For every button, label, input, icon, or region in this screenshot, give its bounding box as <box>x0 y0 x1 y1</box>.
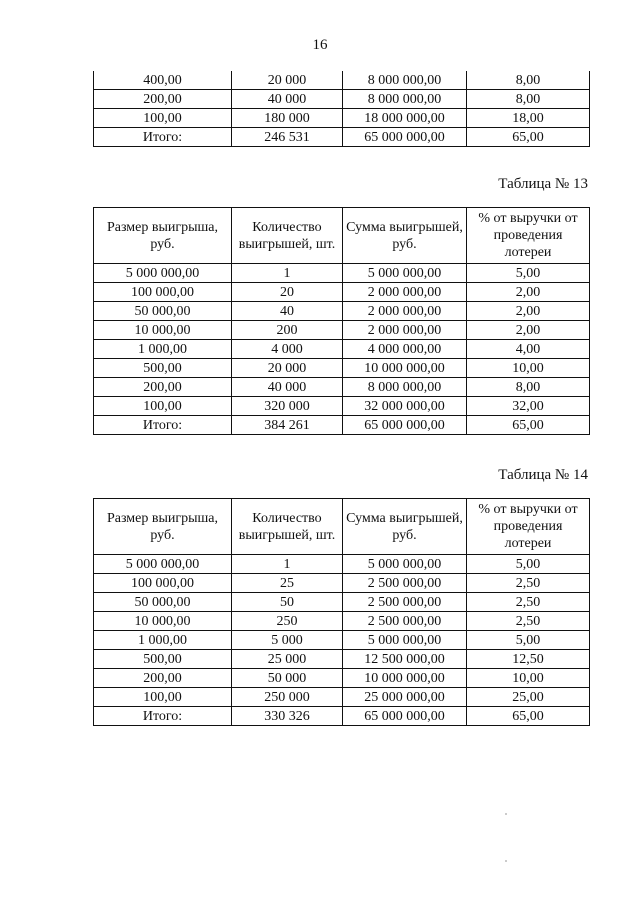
cell-prize-count: 25 <box>232 574 343 593</box>
cell-revenue-percent: 10,00 <box>467 359 590 378</box>
cell-prize-sum: 18 000 000,00 <box>343 109 467 128</box>
cell-revenue-percent: 8,00 <box>467 378 590 397</box>
cell-prize-sum: 5 000 000,00 <box>343 631 467 650</box>
continued-prize-table <box>93 71 590 147</box>
table-row <box>94 593 590 612</box>
header-prize-count: Количество выигрышей, шт. <box>232 208 343 264</box>
cell-prize-count: 200 <box>232 321 343 340</box>
cell-revenue-percent: 4,00 <box>467 340 590 359</box>
table-row <box>94 688 590 707</box>
cell-prize-size: 100,00 <box>94 688 232 707</box>
cell-prize-sum: 65 000 000,00 <box>343 707 467 726</box>
cell-prize-sum: 2 500 000,00 <box>343 612 467 631</box>
cell-prize-count: 246 531 <box>232 128 343 147</box>
header-revenue-percent: % от выручки от проведения лотереи <box>467 499 590 555</box>
cell-prize-sum: 12 500 000,00 <box>343 650 467 669</box>
table-row <box>94 359 590 378</box>
cell-prize-size: 500,00 <box>94 359 232 378</box>
cell-prize-size: Итого: <box>94 128 232 147</box>
table-row <box>94 574 590 593</box>
cell-prize-count: 40 000 <box>232 90 343 109</box>
table-row <box>94 650 590 669</box>
cell-prize-size: 10 000,00 <box>94 612 232 631</box>
cell-prize-size: Итого: <box>94 416 232 435</box>
cell-revenue-percent: 2,00 <box>467 321 590 340</box>
table-row <box>94 264 590 283</box>
table-row <box>94 631 590 650</box>
cell-prize-count: 20 000 <box>232 359 343 378</box>
cell-revenue-percent: 2,50 <box>467 612 590 631</box>
header-prize-size: Размер выигрыша, руб. <box>94 499 232 555</box>
cell-prize-sum: 8 000 000,00 <box>343 90 467 109</box>
cell-prize-size: 200,00 <box>94 378 232 397</box>
cell-revenue-percent: 5,00 <box>467 264 590 283</box>
cell-prize-size: 10 000,00 <box>94 321 232 340</box>
cell-revenue-percent: 5,00 <box>467 631 590 650</box>
cell-prize-sum: 5 000 000,00 <box>343 264 467 283</box>
cell-prize-sum: 25 000 000,00 <box>343 688 467 707</box>
table-row <box>94 302 590 321</box>
header-prize-sum: Сумма выигрышей, руб. <box>343 499 467 555</box>
cell-prize-size: 500,00 <box>94 650 232 669</box>
cell-prize-count: 50 000 <box>232 669 343 688</box>
cell-prize-size: 100 000,00 <box>94 283 232 302</box>
cell-prize-size: 1 000,00 <box>94 631 232 650</box>
header-prize-size: Размер выигрыша, руб. <box>94 208 232 264</box>
table-row <box>94 90 590 109</box>
header-revenue-percent: % от выручки от проведения лотереи <box>467 208 590 264</box>
table-row <box>94 321 590 340</box>
cell-revenue-percent: 8,00 <box>467 71 590 90</box>
cell-revenue-percent: 8,00 <box>467 90 590 109</box>
table-row <box>94 397 590 416</box>
cell-prize-sum: 2 000 000,00 <box>343 321 467 340</box>
cell-revenue-percent: 65,00 <box>467 128 590 147</box>
cell-prize-count: 50 <box>232 593 343 612</box>
table-14-caption: Таблица № 14 <box>498 467 588 483</box>
total-row <box>94 707 590 726</box>
cell-revenue-percent: 2,00 <box>467 302 590 321</box>
cell-revenue-percent: 65,00 <box>467 707 590 726</box>
cell-revenue-percent: 18,00 <box>467 109 590 128</box>
cell-prize-size: 200,00 <box>94 90 232 109</box>
cell-prize-size: 100,00 <box>94 397 232 416</box>
cell-prize-count: 330 326 <box>232 707 343 726</box>
cell-revenue-percent: 32,00 <box>467 397 590 416</box>
cell-prize-size: 5 000 000,00 <box>94 264 232 283</box>
table-row <box>94 109 590 128</box>
cell-revenue-percent: 25,00 <box>467 688 590 707</box>
cell-revenue-percent: 2,00 <box>467 283 590 302</box>
cell-prize-count: 180 000 <box>232 109 343 128</box>
header-prize-sum: Сумма выигрышей, руб. <box>343 208 467 264</box>
prize-table-13 <box>93 207 590 435</box>
cell-revenue-percent: 65,00 <box>467 416 590 435</box>
table-row <box>94 283 590 302</box>
cell-prize-count: 25 000 <box>232 650 343 669</box>
table-13-caption: Таблица № 13 <box>498 176 588 192</box>
table-14-body <box>94 555 590 726</box>
cell-prize-size: 50 000,00 <box>94 593 232 612</box>
cell-prize-sum: 2 000 000,00 <box>343 302 467 321</box>
cell-revenue-percent: 2,50 <box>467 593 590 612</box>
cell-prize-size: 400,00 <box>94 71 232 90</box>
cell-prize-size: 1 000,00 <box>94 340 232 359</box>
cell-revenue-percent: 5,00 <box>467 555 590 574</box>
cell-prize-sum: 8 000 000,00 <box>343 71 467 90</box>
prize-table-14 <box>93 498 590 726</box>
cell-prize-count: 40 <box>232 302 343 321</box>
cell-prize-count: 250 000 <box>232 688 343 707</box>
cell-prize-count: 20 <box>232 283 343 302</box>
cell-revenue-percent: 12,50 <box>467 650 590 669</box>
cell-prize-size: 100 000,00 <box>94 574 232 593</box>
cell-prize-size: 5 000 000,00 <box>94 555 232 574</box>
scan-speck <box>505 860 507 862</box>
cell-prize-sum: 2 000 000,00 <box>343 283 467 302</box>
cell-prize-count: 4 000 <box>232 340 343 359</box>
cell-prize-size: Итого: <box>94 707 232 726</box>
cell-prize-size: 50 000,00 <box>94 302 232 321</box>
page-number: 16 <box>312 37 328 53</box>
total-row <box>94 128 590 147</box>
cell-prize-size: 200,00 <box>94 669 232 688</box>
table-header-row <box>94 208 590 264</box>
continued-table-body <box>94 71 590 147</box>
cell-prize-count: 1 <box>232 555 343 574</box>
cell-prize-sum: 65 000 000,00 <box>343 416 467 435</box>
cell-prize-count: 1 <box>232 264 343 283</box>
table-13-body <box>94 264 590 435</box>
table-row <box>94 669 590 688</box>
cell-prize-size: 100,00 <box>94 109 232 128</box>
cell-prize-count: 5 000 <box>232 631 343 650</box>
table-row <box>94 71 590 90</box>
table-row <box>94 555 590 574</box>
cell-prize-sum: 5 000 000,00 <box>343 555 467 574</box>
cell-prize-sum: 32 000 000,00 <box>343 397 467 416</box>
cell-prize-count: 320 000 <box>232 397 343 416</box>
cell-revenue-percent: 2,50 <box>467 574 590 593</box>
table-header-row <box>94 499 590 555</box>
cell-prize-sum: 10 000 000,00 <box>343 669 467 688</box>
table-row <box>94 340 590 359</box>
cell-prize-sum: 65 000 000,00 <box>343 128 467 147</box>
cell-prize-count: 384 261 <box>232 416 343 435</box>
cell-prize-sum: 2 500 000,00 <box>343 593 467 612</box>
cell-prize-sum: 2 500 000,00 <box>343 574 467 593</box>
cell-prize-sum: 8 000 000,00 <box>343 378 467 397</box>
cell-prize-count: 40 000 <box>232 378 343 397</box>
cell-prize-count: 250 <box>232 612 343 631</box>
table-row <box>94 378 590 397</box>
table-row <box>94 612 590 631</box>
total-row <box>94 416 590 435</box>
header-prize-count: Количество выигрышей, шт. <box>232 499 343 555</box>
cell-revenue-percent: 10,00 <box>467 669 590 688</box>
cell-prize-sum: 4 000 000,00 <box>343 340 467 359</box>
cell-prize-count: 20 000 <box>232 71 343 90</box>
scan-speck <box>505 813 507 815</box>
cell-prize-sum: 10 000 000,00 <box>343 359 467 378</box>
